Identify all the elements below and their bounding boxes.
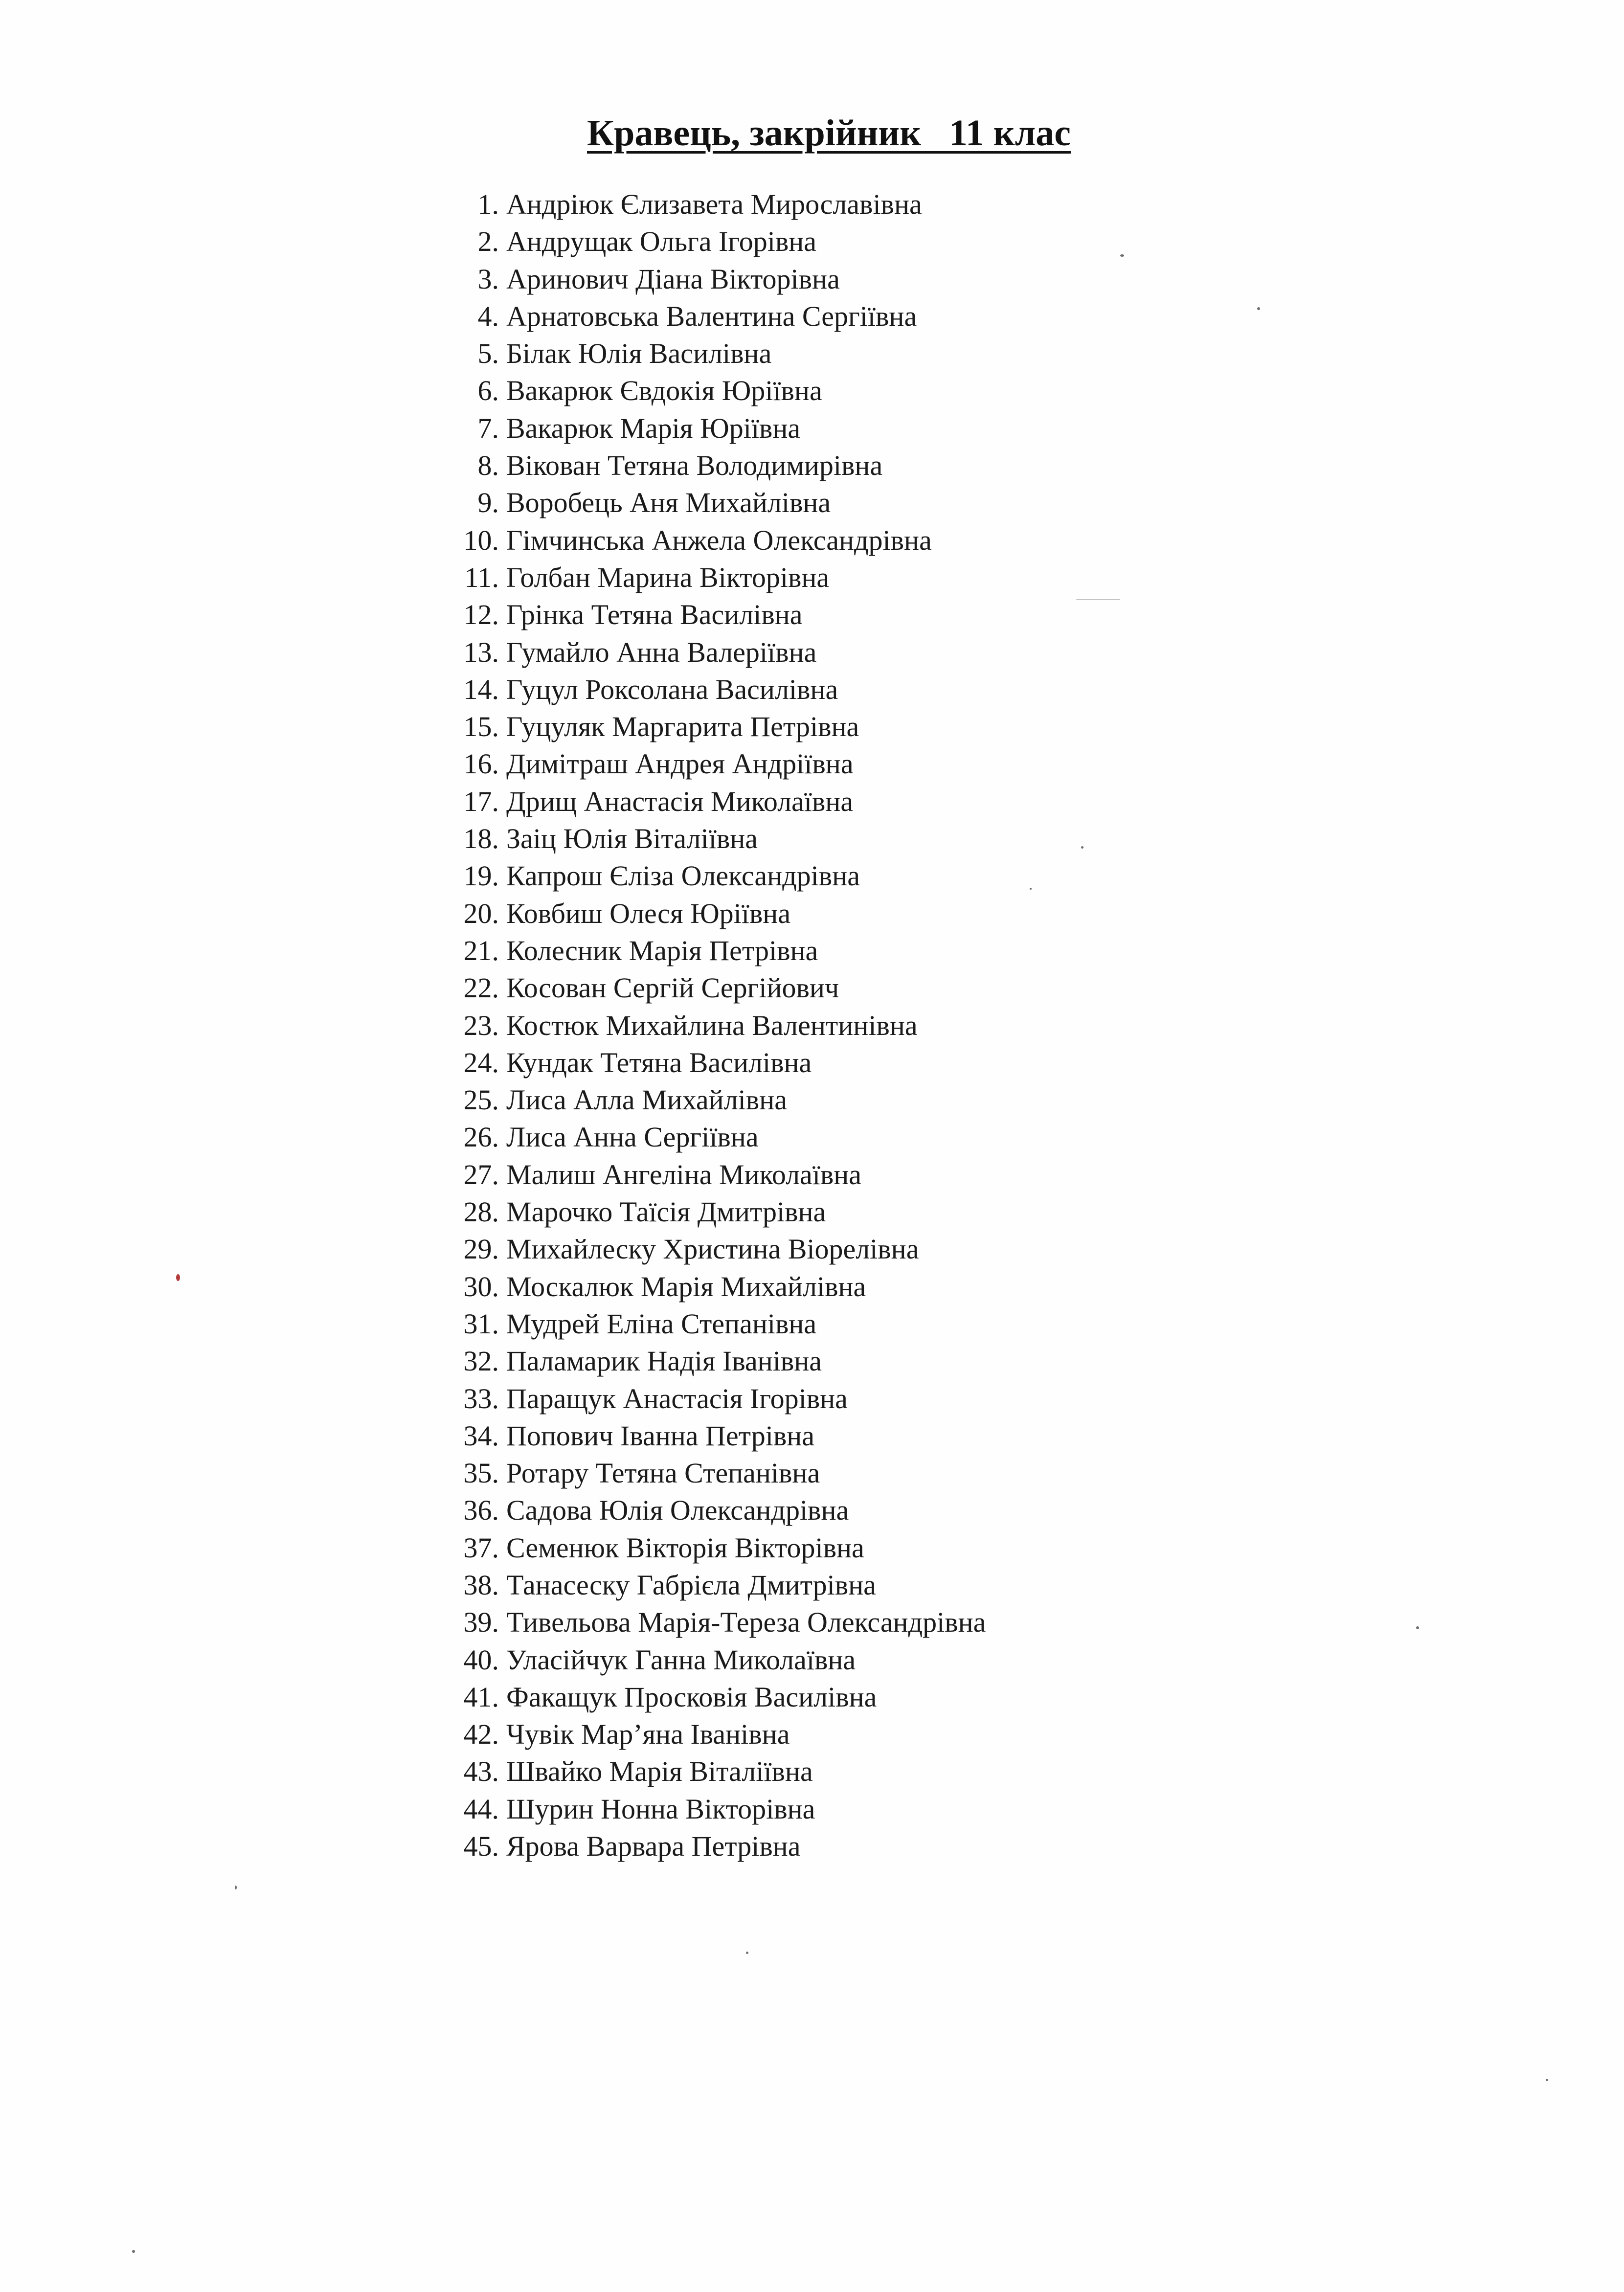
student-name: Голбан Марина Вікторівна xyxy=(506,561,830,593)
item-number: 28. xyxy=(463,1196,499,1228)
student-name: Капрош Єліза Олександрівна xyxy=(506,860,860,892)
student-name: Гумайло Анна Валеріївна xyxy=(506,636,817,668)
item-number: 20. xyxy=(463,897,499,929)
item-number: 17. xyxy=(463,785,499,817)
student-name: Паламарик Надія Іванівна xyxy=(506,1345,822,1377)
item-number: 18. xyxy=(463,823,499,855)
student-name: Андріюк Єлизавета Мирославівна xyxy=(506,188,922,220)
student-name: Кундак Тетяна Василівна xyxy=(506,1046,812,1079)
item-number: 24. xyxy=(463,1046,499,1079)
scan-speck xyxy=(235,1886,237,1889)
student-name: Воробець Аня Михайлівна xyxy=(506,487,831,519)
student-name: Марочко Таїсія Дмитрівна xyxy=(506,1196,826,1228)
item-number: 44. xyxy=(463,1793,499,1825)
student-name: Лиса Анна Сергіївна xyxy=(506,1121,759,1153)
item-number: 33. xyxy=(463,1382,499,1415)
student-name: Аринович Діана Вікторівна xyxy=(506,263,840,295)
student-name: Ротару Тетяна Степанівна xyxy=(506,1457,820,1489)
student-name: Колесник Марія Петрівна xyxy=(506,934,818,966)
student-name: Димітраш Андрея Андріївна xyxy=(506,748,854,780)
student-name: Мудрей Еліна Степанівна xyxy=(506,1307,817,1340)
scan-speck xyxy=(746,1952,748,1954)
item-number: 26. xyxy=(463,1121,499,1153)
item-number: 3. xyxy=(477,263,499,295)
item-number: 23. xyxy=(463,1009,499,1041)
item-number: 43. xyxy=(463,1755,499,1788)
item-number: 5. xyxy=(477,337,499,370)
student-name: Андрущак Ольга Ігорівна xyxy=(506,225,817,258)
scan-speck xyxy=(1030,888,1032,890)
scan-speck xyxy=(1120,254,1124,257)
student-name: Танасеску Габрієла Дмитрівна xyxy=(506,1569,876,1601)
page-title: Кравець, закрійник 11 клас xyxy=(587,112,1071,154)
item-number: 34. xyxy=(463,1419,499,1452)
student-name: Косован Сергій Сергійович xyxy=(506,972,839,1004)
student-name: Шурин Нонна Вікторівна xyxy=(506,1793,815,1825)
student-name: Швайко Марія Віталіївна xyxy=(506,1755,813,1788)
scan-speck xyxy=(176,1274,180,1281)
student-name: Москалюк Марія Михайлівна xyxy=(506,1270,866,1303)
item-number: 37. xyxy=(463,1531,499,1564)
item-number: 12. xyxy=(463,599,499,631)
item-number: 9. xyxy=(477,487,499,519)
item-number: 31. xyxy=(463,1307,499,1340)
student-name: Лиса Алла Михайлівна xyxy=(506,1084,787,1116)
student-name: Паращук Анастасія Ігорівна xyxy=(506,1382,848,1415)
item-number: 35. xyxy=(463,1457,499,1489)
item-number: 40. xyxy=(463,1643,499,1676)
student-name: Тивельова Марія-Тереза Олександрівна xyxy=(506,1606,986,1639)
student-name: Костюк Михайлина Валентинівна xyxy=(506,1009,918,1041)
item-number: 13. xyxy=(463,636,499,668)
scan-speck xyxy=(1076,599,1120,600)
student-name: Гуцуляк Маргарита Петрівна xyxy=(506,711,859,743)
item-number: 22. xyxy=(463,972,499,1004)
student-name: Уласійчук Ганна Миколаївна xyxy=(506,1643,856,1676)
item-number: 29. xyxy=(463,1233,499,1265)
item-number: 39. xyxy=(463,1606,499,1639)
student-name: Гуцул Роксолана Василівна xyxy=(506,673,838,705)
item-number: 2. xyxy=(477,225,499,258)
item-number: 27. xyxy=(463,1158,499,1191)
student-name: Білак Юлія Василівна xyxy=(506,337,772,370)
student-name: Грінка Тетяна Василівна xyxy=(506,599,803,631)
student-name: Семенюк Вікторія Вікторівна xyxy=(506,1531,864,1564)
student-name: Малиш Ангеліна Миколаївна xyxy=(506,1158,862,1191)
item-number: 21. xyxy=(463,934,499,966)
item-number: 6. xyxy=(477,375,499,407)
student-name: Заіц Юлія Віталіївна xyxy=(506,823,758,855)
scan-speck xyxy=(1546,2079,1548,2081)
item-number: 41. xyxy=(463,1681,499,1713)
student-name: Дрищ Анастасія Миколаївна xyxy=(506,785,854,817)
item-number: 14. xyxy=(463,673,499,705)
item-number: 19. xyxy=(463,860,499,892)
item-number: 4. xyxy=(477,300,499,332)
student-name: Вакарюк Марія Юріївна xyxy=(506,412,801,444)
student-name: Гімчинська Анжела Олександрівна xyxy=(506,524,932,556)
scan-speck xyxy=(1257,307,1260,310)
item-number: 45. xyxy=(463,1830,499,1863)
student-name: Чувік Мар’яна Іванівна xyxy=(506,1718,790,1751)
item-number: 8. xyxy=(477,449,499,482)
item-number: 38. xyxy=(463,1569,499,1601)
item-number: 10. xyxy=(463,524,499,556)
item-number: 42. xyxy=(463,1718,499,1751)
scan-speck xyxy=(132,2250,135,2253)
scan-speck xyxy=(1081,846,1083,849)
student-name: Факащук Просковія Василівна xyxy=(506,1681,877,1713)
item-number: 15. xyxy=(463,711,499,743)
item-number: 11. xyxy=(464,561,499,593)
student-name: Ярова Варвара Петрівна xyxy=(506,1830,801,1863)
item-number: 16. xyxy=(463,748,499,780)
item-number: 25. xyxy=(463,1084,499,1116)
student-name: Михайлеску Христина Віорелівна xyxy=(506,1233,919,1265)
student-name: Садова Юлія Олександрівна xyxy=(506,1494,849,1527)
scan-speck xyxy=(1416,1626,1419,1629)
item-number: 32. xyxy=(463,1345,499,1377)
student-name: Ковбиш Олеся Юріївна xyxy=(506,897,791,929)
item-number: 36. xyxy=(463,1494,499,1527)
student-name: Арнатовська Валентина Сергіївна xyxy=(506,300,917,332)
item-number: 30. xyxy=(463,1270,499,1303)
student-name: Вікован Тетяна Володимирівна xyxy=(506,449,883,482)
item-number: 1. xyxy=(477,188,499,220)
student-name: Попович Іванна Петрівна xyxy=(506,1419,814,1452)
student-name: Вакарюк Євдокія Юріївна xyxy=(506,375,822,407)
item-number: 7. xyxy=(477,412,499,444)
